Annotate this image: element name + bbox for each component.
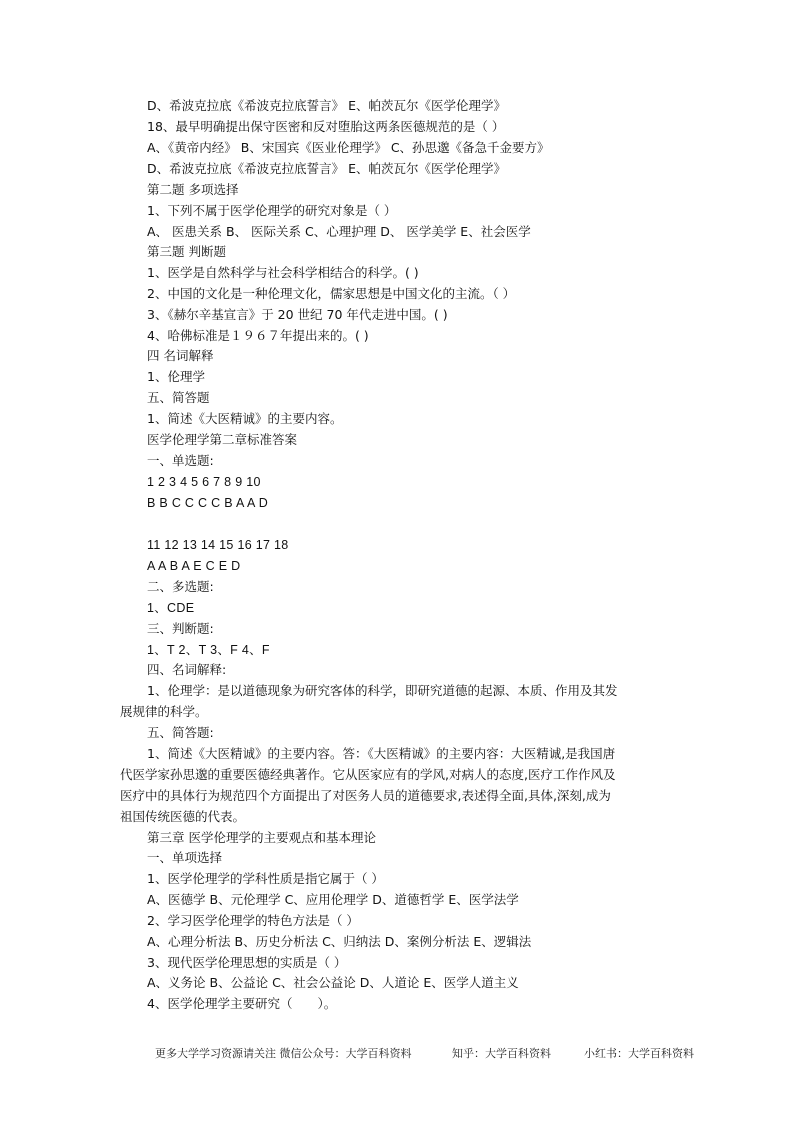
section-heading: 四、名词解释:	[147, 662, 227, 677]
section-heading: 一、单选题:	[147, 453, 214, 468]
text-line: A、心理分析法 B、历史分析法 C、归纳法 D、案例分析法 E、逻辑法	[147, 934, 532, 949]
text-line: 1、下列不属于医学伦理学的研究对象是（ ）	[147, 203, 397, 218]
section-heading: 五、简答题	[147, 390, 210, 405]
paragraph-line: 医疗中的具体行为规范四个方面提出了对医务人员的道德要求,表述得全面,具体,深刻,成为	[120, 788, 611, 803]
text-line: A、义务论 B、公益论 C、社会公益论 D、人道论 E、医学人道主义	[147, 975, 519, 990]
text-line: A、 医患关系 B、 医际关系 C、心理护理 D、 医学美学 E、社会医学	[147, 224, 531, 239]
text-line: 18、最早明确提出保守医密和反对堕胎这两条医德规范的是（ ）	[147, 119, 505, 134]
text-line: A、医德学 B、元伦理学 C、应用伦理学 D、道德哲学 E、医学法学	[147, 892, 519, 907]
paragraph-line: 1、简述《大医精诚》的主要内容。答：《大医精诚》的主要内容：大医精诚,是我国唐	[147, 746, 616, 761]
answer-numbers: 1 2 3 4 5 6 7 8 9 10	[147, 475, 261, 489]
text-line: 4、医学伦理学主要研究（ ）。	[147, 996, 337, 1011]
text-line: 4、哈佛标准是１９６７年提出来的。( )	[147, 328, 369, 343]
text-line: A、《黄帝内经》 B、宋国宾《医业伦理学》 C、孙思邈《备急千金要方》	[147, 140, 550, 155]
text-line: D、希波克拉底《希波克拉底誓言》 E、帕茨瓦尔《医学伦理学》	[147, 161, 506, 176]
section-heading: 四 名词解释	[147, 348, 214, 363]
paragraph-line: 展规律的科学。	[120, 704, 208, 719]
text-line: 1、伦理学	[147, 369, 205, 384]
footer-xiaohongshu: 小红书：大学百科资料	[584, 1047, 694, 1060]
chapter-title: 第三章 医学伦理学的主要观点和基本理论	[147, 830, 376, 845]
answer-letters: B B C C C C B A A D	[147, 496, 269, 510]
text-line: 2、中国的文化是一种伦理文化，儒家思想是中国文化的主流。（ ）	[147, 286, 516, 301]
text-line: D、希波克拉底《希波克拉底誓言》 E、帕茨瓦尔《医学伦理学》	[147, 98, 506, 113]
section-heading: 一、单项选择	[147, 850, 223, 865]
section-heading: 第二题 多项选择	[147, 182, 239, 197]
text-line: 1、医学是自然科学与社会科学相结合的科学。( )	[147, 265, 419, 280]
answer-letters: A A B A E C E D	[147, 559, 241, 573]
text-line: 3、现代医学伦理思想的实质是（ ）	[147, 955, 347, 970]
section-heading: 五、简答题:	[147, 725, 214, 740]
answer-numbers: 11 12 13 14 15 16 17 18	[147, 538, 289, 552]
text-line: 2、学习医学伦理学的特色方法是（ ）	[147, 913, 359, 928]
paragraph-line: 祖国传统医德的代表。	[120, 809, 246, 824]
paragraph-line: 代医学家孙思邈的重要医德经典著作。它从医家应有的学风,对病人的态度,医疗工作作风及	[120, 767, 616, 782]
text-line: 1、医学伦理学的学科性质是指它属于（ ）	[147, 871, 384, 886]
answer-title: 医学伦理学第二章标准答案	[147, 432, 298, 447]
text-line: 3、《赫尔辛基宣言》于 20 世纪 70 年代走进中国。( )	[147, 307, 448, 322]
footer-wechat: 更多大学学习资源请关注 微信公众号：大学百科资料	[155, 1047, 412, 1060]
section-heading: 二、多选题:	[147, 579, 214, 594]
footer-zhihu: 知乎：大学百科资料	[452, 1047, 551, 1060]
answer-line: 1、T 2、T 3、F 4、F	[147, 643, 270, 657]
paragraph-line: 1、伦理学：是以道德现象为研究客体的科学，即研究道德的起源、本质、作用及其发	[147, 683, 618, 698]
section-heading: 第三题 判断题	[147, 244, 226, 259]
section-heading: 三、判断题:	[147, 621, 214, 636]
answer-line: 1、CDE	[147, 601, 195, 615]
text-line: 1、简述《大医精诚》的主要内容。	[147, 411, 343, 426]
